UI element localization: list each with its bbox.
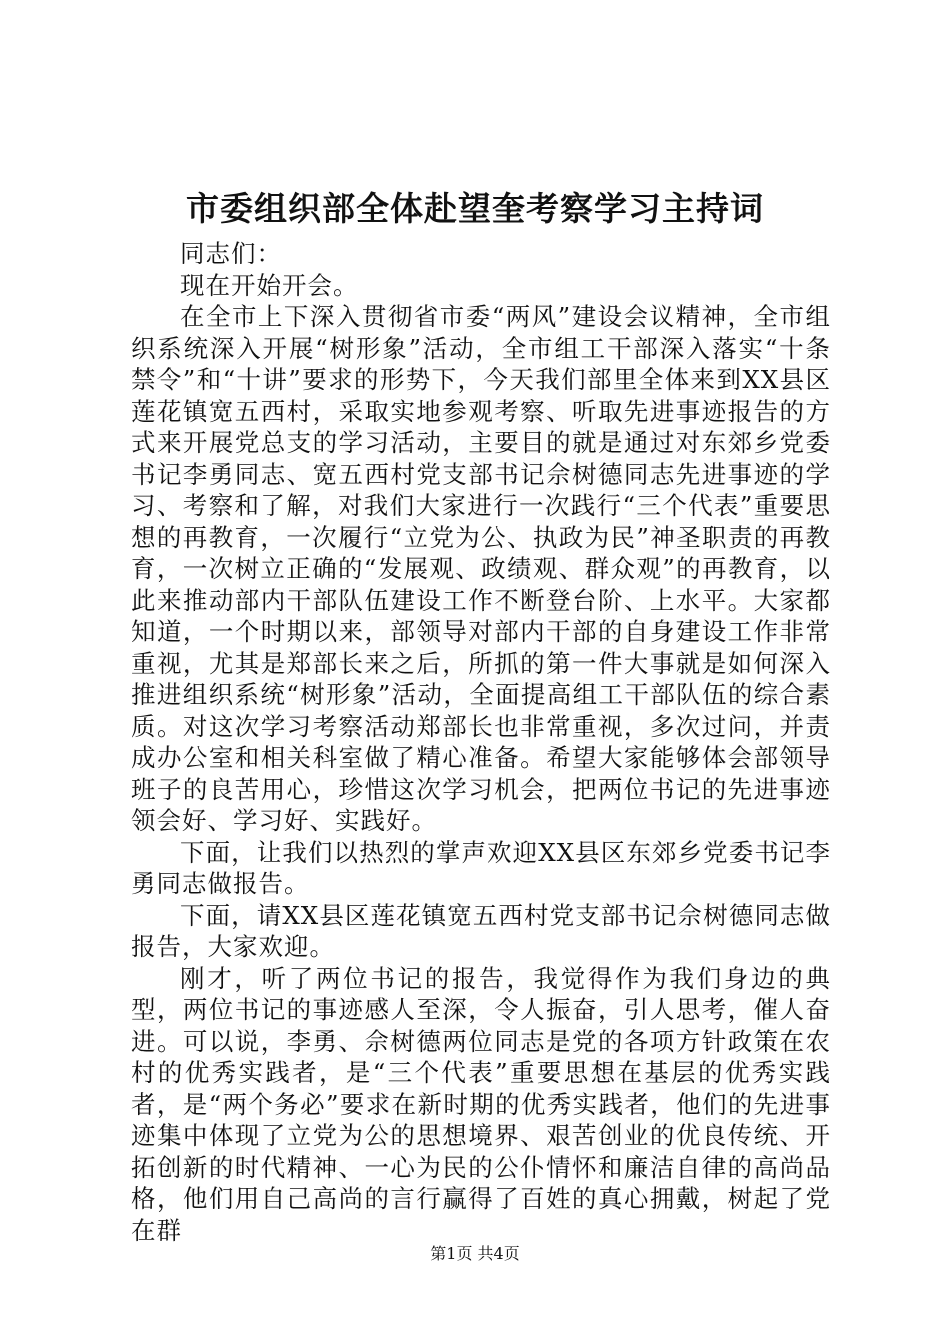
paragraph-main: 在全市上下深入贯彻省市委“两风”建设会议精神，全市组织系统深入开展“树形象”活动，全市组工干部深入落实“十条禁令”和“十讲”要求的形势下，今天我们部里全体来到XX县区莲花镇宽五西村，采取实地参观考察、听取先进事迹报告的方式来开展党总支的学习活动，主要目的就是通过对东郊乡党委书记李勇同志、宽五西村党支部书记佘树德同志先进事迹的学习、考察和了解，对我们大家进行一次践行“三个代表”重要思想的再教育，一次履行“立党为公、执政为民”神圣职责的再教育，一次树立正确的“发展观、政绩观、群众观”的再教育，以此来推动部内干部队伍建设工作不断登台阶、上水平。大家都知道，一个时期以来，部领导对部内干部的自身建设工作非常重视，尤其是郑部长来之后，所抓的第一件大事就是如何深入推进组织系统“树形象”活动，全面提高组工干部队伍的综合素质。对这次学习考察活动郑部长也非常重视，多次过问，并责成办公室和相关科室做了精心准备。希望大家能够体会部领导班子的良苦用心，珍惜这次学习机会，把两位书记的先进事迹领会好、学习好、实践好。	[131, 302, 831, 835]
paragraph-first-report: 下面，让我们以热烈的掌声欢迎XX县区东郊乡党委书记李勇同志做报告。	[131, 837, 831, 898]
paragraph-opening: 现在开始开会。	[180, 270, 359, 300]
paragraph-greeting: 同志们：	[180, 239, 282, 268]
page-number-footer: 第1页 共4页	[430, 1244, 520, 1263]
paragraph-second-report: 下面，请XX县区莲花镇宽五西村党支部书记佘树德同志做报告，大家欢迎。	[131, 900, 831, 961]
paragraph-summary: 刚才，听了两位书记的报告，我觉得作为我们身边的典型，两位书记的事迹感人至深，令人振奋，引人思考，催人奋进。可以说，李勇、佘树德两位同志是党的各项方针政策在农村的优秀实践者，是“三个代表”重要思想在基层的优秀实践者，是“两个务必”要求在新时期的优秀实践者，他们的先进事迹集中体现了立党为公的思想境界、艰苦创业的优良传统、开拓创新的时代精神、一心为民的公仆情怀和廉洁自律的高尚品格，他们用自己高尚的言行赢得了百姓的真心拥戴，树起了党在群	[131, 963, 831, 1245]
document-body	[131, 238, 831, 1246]
document-title: 市委组织部全体赴望奎考察学习主持词	[186, 189, 764, 228]
